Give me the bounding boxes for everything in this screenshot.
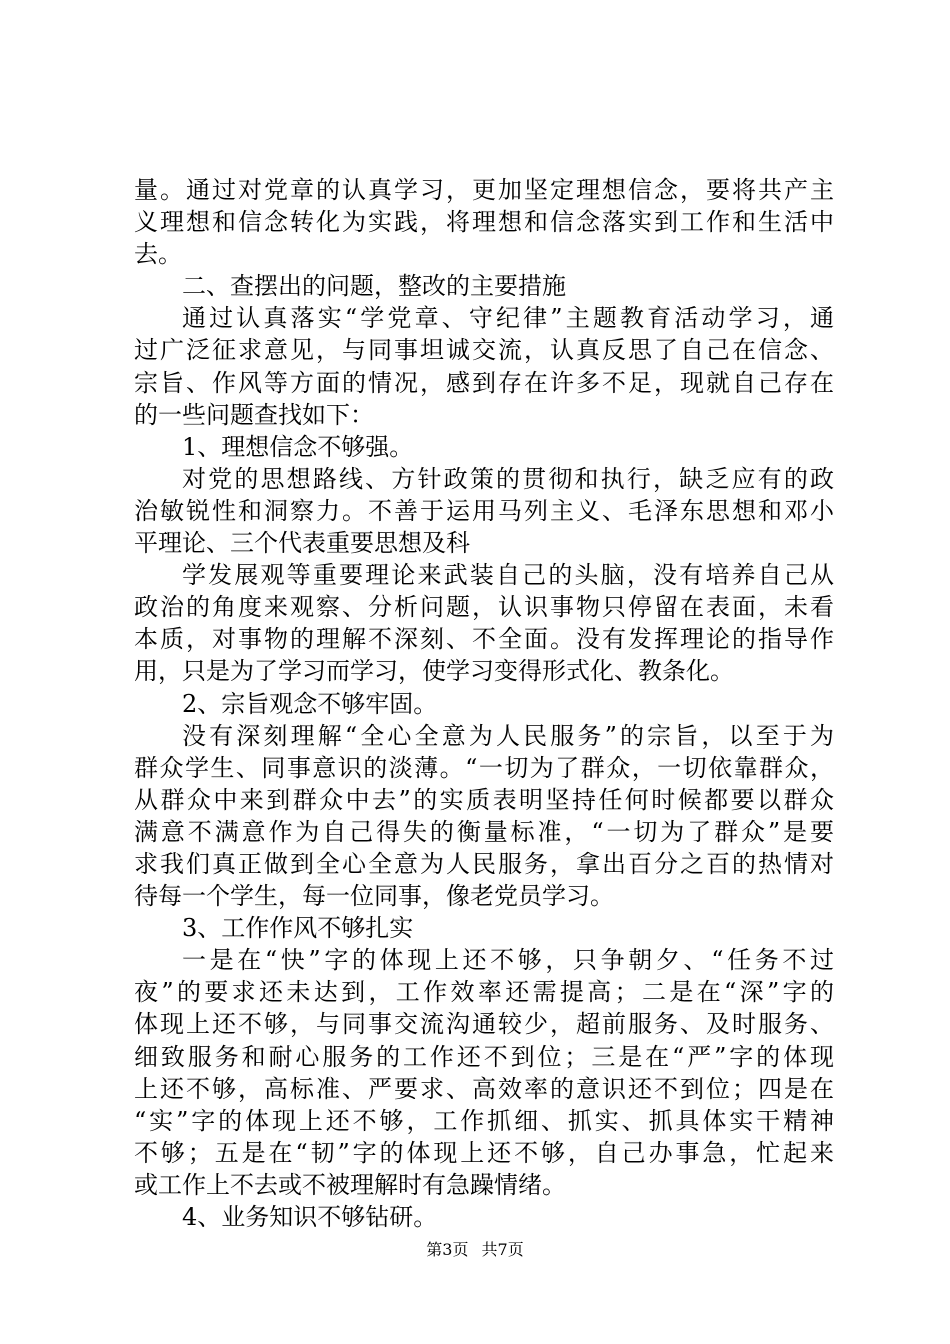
page-total: 共7页 — [481, 1240, 524, 1259]
text-line: 治敏锐性和洞察力。不善于运用马列主义、毛泽东思想和邓小 — [134, 496, 834, 525]
text-line: 满意不满意作为自己得失的衡量标准，“一切为了群众”是要 — [134, 817, 834, 846]
page-number: 第3页 — [426, 1240, 469, 1259]
text-line: 或工作上不去或不被理解时有急躁情绪。 — [134, 1170, 566, 1199]
text-line: 用，只是为了学习而学习，使学习变得形式化、教条化。 — [134, 657, 734, 686]
text-line: 没有深刻理解“全心全意为人民服务”的宗旨，以至于为 — [182, 721, 834, 750]
text-line: 量。通过对党章的认真学习，更加坚定理想信念，要将共产主 — [134, 176, 834, 204]
text-line: 学发展观等重要理论来武装自己的头脑，没有培养自己从 — [182, 561, 834, 590]
text-line: 体现上还不够，与同事交流沟通较少，超前服务、及时服务、 — [134, 1010, 834, 1039]
text-line: 2、宗旨观念不够牢固。 — [182, 689, 438, 718]
text-line: 本质，对事物的理解不深刻、不全面。没有发挥理论的指导作 — [134, 625, 834, 654]
text-line: 从群众中来到群众中去”的实质表明坚持任何时候都要以群众 — [134, 785, 834, 814]
text-line: 不够；五是在“韧”字的体现上还不够，自己办事急，忙起来 — [134, 1138, 834, 1167]
text-line: 3、工作作风不够扎实 — [182, 914, 414, 943]
text-line: 义理想和信念转化为实践，将理想和信念落实到工作和生活中 — [134, 208, 834, 237]
text-line: 对党的思想路线、方针政策的贯彻和执行，缺乏应有的政 — [182, 464, 834, 493]
text-line: 去。 — [134, 240, 182, 269]
text-line: 过广泛征求意见，与同事坦诚交流，认真反思了自己在信念、 — [134, 336, 834, 365]
text-line: “实”字的体现上还不够，工作抓细、抓实、抓具体实干精神 — [134, 1106, 834, 1135]
text-line: 二、查摆出的问题，整改的主要措施 — [182, 272, 566, 301]
text-line: 宗旨、作风等方面的情况，感到存在许多不足，现就自己存在 — [134, 368, 834, 397]
text-line: 4、业务知识不够钻研。 — [182, 1203, 438, 1231]
text-line: 通过认真落实“学党章、守纪律”主题教育活动学习，通 — [182, 304, 834, 333]
text-line: 夜”的要求还未达到，工作效率还需提高；二是在“深”字的 — [134, 978, 834, 1007]
text-line: 求我们真正做到全心全意为人民服务，拿出百分之百的热情对 — [134, 849, 834, 878]
text-line: 的一些问题查找如下： — [134, 400, 374, 429]
text-line: 群众学生、同事意识的淡薄。“一切为了群众，一切依靠群众， — [134, 753, 834, 782]
document-body — [134, 174, 834, 1233]
text-line: 政治的角度来观察、分析问题，认识事物只停留在表面，未看 — [134, 593, 834, 622]
text-line: 上还不够，高标准、严要求、高效率的意识还不到位；四是在 — [134, 1074, 834, 1103]
text-line: 待每一个学生，每一位同事，像老党员学习。 — [134, 882, 614, 911]
text-line: 细致服务和耐心服务的工作还不到位；三是在“严”字的体现 — [134, 1042, 834, 1071]
text-line: 一是在“快”字的体现上还不够，只争朝夕、“任务不过 — [182, 946, 834, 975]
text-line: 1、理想信念不够强。 — [182, 432, 414, 461]
page-footer — [0, 1240, 950, 1260]
text-line: 平理论、三个代表重要思想及科 — [134, 529, 470, 558]
